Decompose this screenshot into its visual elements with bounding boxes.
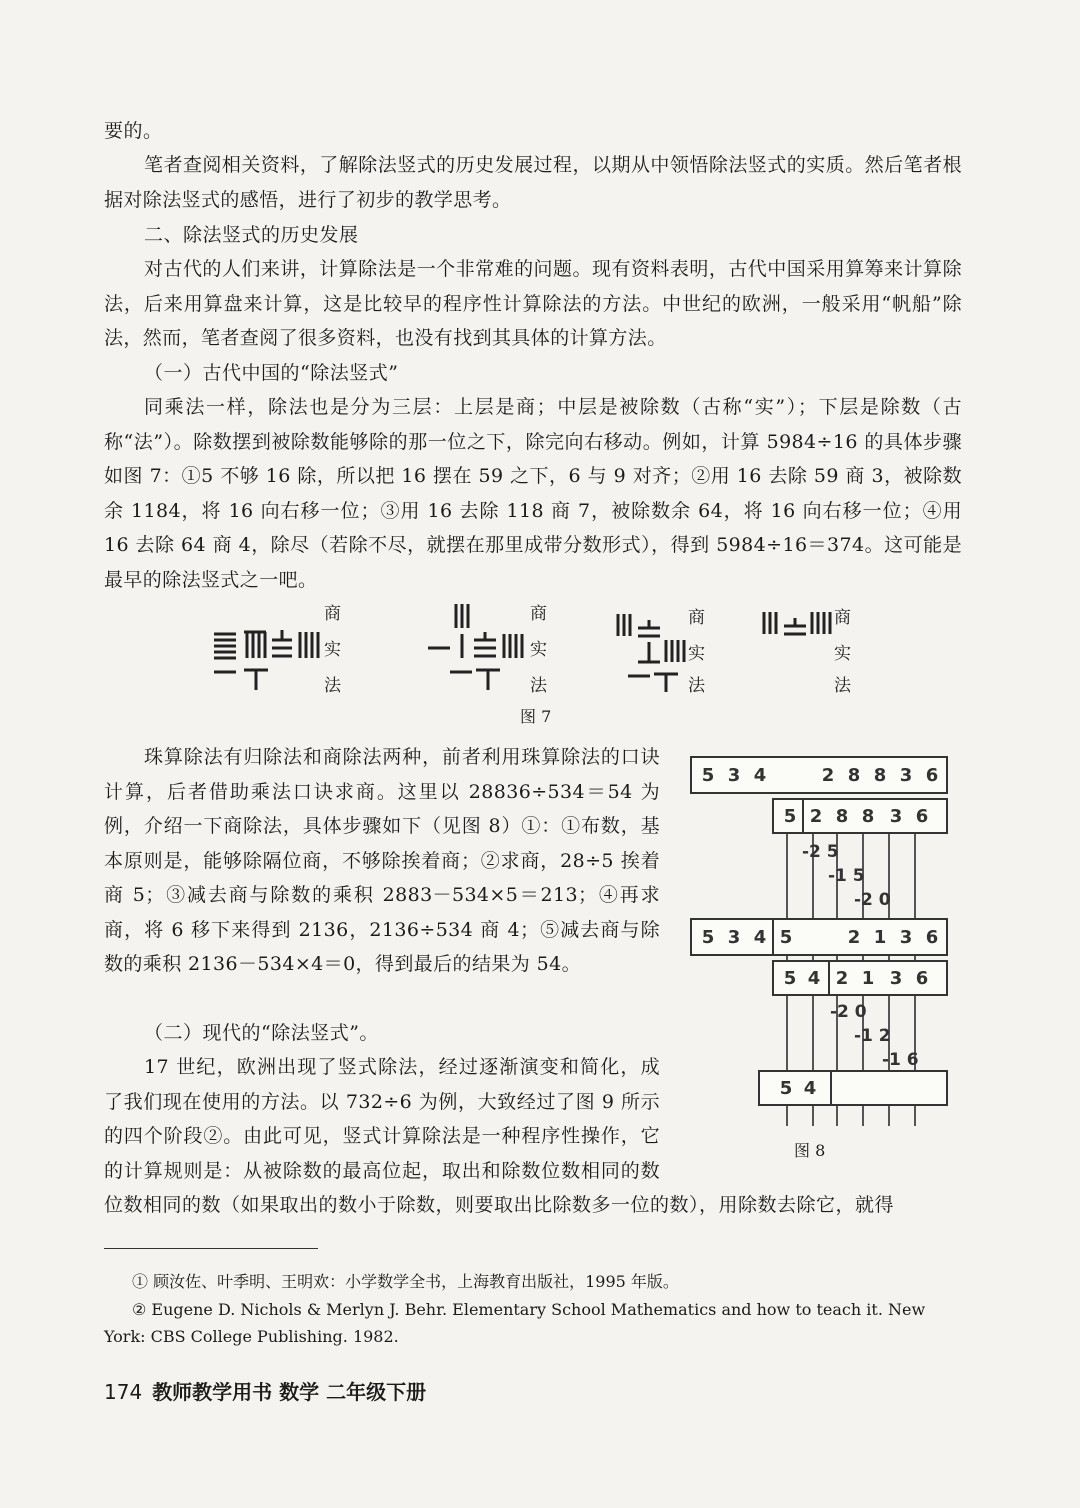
figure-7-caption: 图 7 — [520, 707, 552, 726]
abacus-subtract-6: -1 6 — [882, 1050, 919, 1070]
subsection-heading-ancient-china: （一）古代中国的“除法竖式” — [144, 362, 399, 384]
abacus-row-4: 5 4 2 1 3 6 — [772, 960, 948, 996]
abacus-row-1: 5 3 4 2 8 8 3 6 — [690, 756, 948, 794]
label-fa-2: 法 — [530, 676, 547, 696]
rod-step-3 — [614, 608, 686, 694]
label-shang-2: 商 — [530, 604, 547, 624]
label-fa-4: 法 — [834, 676, 851, 696]
abacus-subtract-3: -2 0 — [854, 890, 891, 910]
page-number: 174 — [104, 1380, 143, 1404]
label-shi-2: 实 — [530, 640, 547, 660]
footnote-rule — [104, 1248, 318, 1249]
footnote-2: ② Eugene D. Nichols & Merlyn J. Behr. Elementary School Mathematics and how to teach it. New York: CBS College Publishing. 1982. — [104, 1300, 926, 1346]
footnote-1: ① 顾汝佐、叶季明、王明欢：小学数学全书，上海教育出版社，1995 年版。 — [132, 1272, 679, 1291]
rod-step-4 — [760, 608, 832, 638]
figure-8-caption: 图 8 — [794, 1141, 826, 1160]
label-shi-4: 实 — [834, 644, 851, 664]
abacus-subtract-5: -1 2 — [854, 1026, 891, 1046]
paragraph-ancient: 对古代的人们来讲，计算除法是一个非常难的问题。现有资料表明，古代中国采用算筹来计算除法，后来用算盘来计算，这是比较早的程序性计算除法的方法。中世纪的欧洲，一般采用“帆船”除法，然而，笔者查阅了很多资料，也没有找到其具体的计算方法。 — [104, 258, 962, 349]
label-shang-3: 商 — [688, 608, 705, 628]
label-fa-1: 法 — [324, 676, 341, 696]
label-shi-3: 实 — [688, 644, 705, 664]
abacus-row-3: 5 3 4 5 2 1 3 6 — [690, 918, 948, 956]
paragraph-modern-division-a: 17 世纪，欧洲出现了竖式除法，经过逐渐演变和简化，成了我们现在使用的方法。以 732÷6 为例，大致经过了图 9 所示的四个阶段②。由此可见，竖式计算除法是一种程序性操作，它的计算规则是：从被除数的最高位起，取出和除数位数相同的数 — [104, 1056, 660, 1182]
paragraph-continuation: 要的。 — [104, 120, 163, 142]
book-title: 教师教学用书 数学 二年级下册 — [152, 1380, 427, 1404]
rod-step-1 — [212, 624, 322, 694]
section-heading-history: 二、除法竖式的历史发展 — [144, 224, 359, 246]
figure-8-abacus — [686, 750, 956, 1120]
page-footer — [104, 1376, 426, 1405]
paragraph-intro: 笔者查阅相关资料，了解除法竖式的历史发展过程，以期从中领悟除法竖式的实质。然后笔者根据对除法竖式的感悟，进行了初步的教学思考。 — [104, 154, 962, 211]
abacus-result-row: 5 4 — [758, 1070, 948, 1106]
paragraph-modern-division-b: 位数相同的数（如果取出的数小于除数，则要取出比除数多一位的数），用除数去除它，就得 — [104, 1194, 895, 1216]
paragraph-rod-division: 同乘法一样，除法也是分为三层：上层是商；中层是被除数（古称“实”）；下层是除数（古称“法”）。除数摆到被除数能够除的那一位之下，除完向右移动。例如，计算 5984÷16 的具体步骤如图 7：①5 不够 16 除，所以把 16 摆在 59 之下，6 与 9 对齐；②用 16 去除 59 商 3，被除数余 1184，将 16 向右移一位；③用 16 去除 118 商 7，被除数余 64，将 16 向右移一位；④用 16 去除 64 商 4，除尽（若除不尽，就摆在那里成带分数形式），得到 5984÷16＝374。这可能是最早的除法竖式之一吧。 — [104, 396, 962, 591]
label-shi-1: 实 — [324, 640, 341, 660]
paragraph-abacus-division: 珠算除法有归除法和商除法两种，前者利用珠算除法的口诀计算，后者借助乘法口诀求商。这里以 28836÷534＝54 为例，介绍一下商除法，具体步骤如下（见图 8）①：①布数，基本原则是，能够除隔位商，不够除挨着商；②求商，28÷5 挨着商 5；③减去商与除数的乘积 2883－534×5＝213；④再求商，将 6 移下来得到 2136，2136÷534 商 4；⑤减去商与除数的乘积 2136－534×4＝0，得到最后的结果为 54。 — [104, 746, 660, 975]
label-shang-1: 商 — [324, 604, 341, 624]
label-fa-3: 法 — [688, 676, 705, 696]
label-shang-4: 商 — [834, 608, 851, 628]
abacus-subtract-4: -2 0 — [830, 1002, 867, 1022]
abacus-subtract-1: -2 5 — [802, 842, 839, 862]
abacus-row-2: 5 2 8 8 3 6 — [772, 798, 948, 834]
subsection-heading-modern: （二）现代的“除法竖式”。 — [144, 1022, 379, 1044]
rod-step-2 — [424, 600, 528, 694]
abacus-subtract-2: -1 5 — [828, 866, 865, 886]
